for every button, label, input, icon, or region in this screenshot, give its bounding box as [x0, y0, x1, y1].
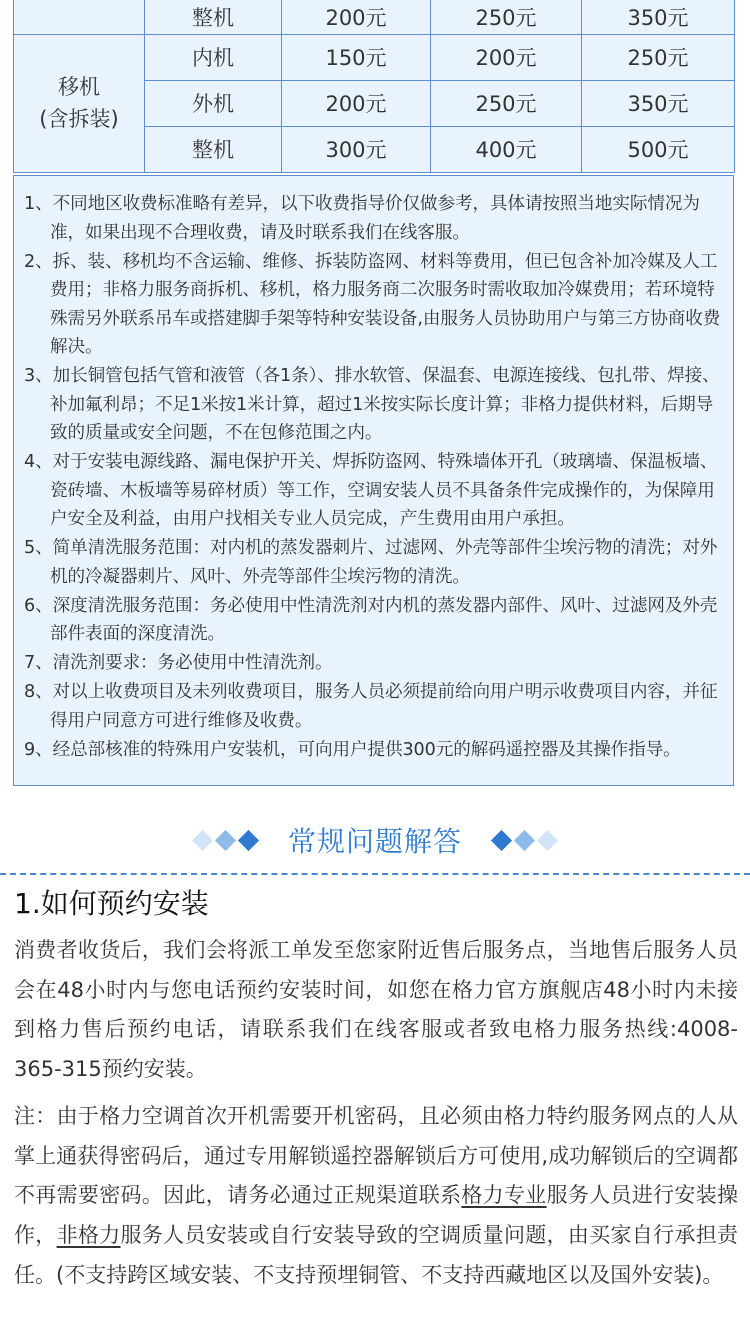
note-item-2: 2、拆、装、移机均不含运输、维修、拆装防盗网、材料等费用，但已包含补加冷媒及人工费用；非格力服务商拆机、移机，格力服务商二次服务时需收取加冷媒费用；若环境特殊需另外联系吊车或搭建脚手架等特种安装设备,由服务人员协助用户与第三方协商收费解决。: [24, 251, 721, 357]
table-row: [14, 34, 735, 80]
note-item-8: 8、对以上收费项目及未列收费项目，服务人员必须提前给向用户明示收费项目内容，并征得用户同意方可进行维修及收费。: [24, 682, 718, 731]
faq-note-paragraph: [14, 1097, 738, 1296]
faq-answer-paragraph: 消费者收货后，我们会将派工单发至您家附近售后服务点，当地售后服务人员会在48小时内与您电话预约安装时间，如您在格力官方旗舰店48小时内未接到格力售后预约电话，请联系我们在线客服或者致电格力服务热线:4008-365-315预约安装。: [14, 938, 738, 1082]
category-label-line-2: (含拆装): [39, 107, 119, 131]
table-row: [14, 0, 735, 34]
table-cell-price: 250元: [582, 34, 735, 80]
note-item-6: 6、深度清洗服务范围：务必使用中性清洗剂对内机的蒸发器内部件、风叶、过滤网及外壳部件表面的深度清洗。: [24, 595, 718, 644]
table-cell-price: 200元: [282, 0, 431, 34]
diamond-left-icon: [195, 833, 256, 848]
note-item-7: 7、清洗剂要求：务必使用中性清洗剂。: [24, 653, 333, 673]
table-cell-price: 150元: [282, 34, 431, 80]
faq-question-title: 1.如何预约安装: [14, 887, 209, 920]
note-item-3: 3、加长铜管包括气管和液管（各1条）、排水软管、保温套、电源连接线、包扎带、焊接、补加氟利昂；不足1米按1米计算，超过1米按实际长度计算；非格力提供材料，后期导致的质量或安全问题，不在包修范围之内。: [24, 366, 720, 443]
underlined-gree-professional: 格力专业: [461, 1183, 547, 1208]
table-cell-category: [14, 34, 145, 172]
table-cell-sub: 外机: [145, 80, 282, 126]
table-cell-price: 500元: [582, 126, 735, 172]
table-cell-price: 350元: [582, 80, 735, 126]
table-cell-category-empty: [14, 0, 145, 34]
table-cell-price: 200元: [431, 34, 582, 80]
table-cell-price: 350元: [582, 0, 735, 34]
fee-notes-box: [13, 175, 734, 786]
table-cell-price: 300元: [282, 126, 431, 172]
fee-table: [13, 0, 735, 173]
table-cell-price: 250元: [431, 80, 582, 126]
table-cell-sub: 整机: [145, 126, 282, 172]
table-cell-sub: 内机: [145, 34, 282, 80]
note-item-5: 5、简单清洗服务范围：对内机的蒸发器刺片、过滤网、外壳等部件尘埃污物的清洗；对外机的冷凝器刺片、风叶、外壳等部件尘埃污物的清洗。: [24, 538, 718, 587]
note-text-part-3: 服务人员安装或自行安装导致的空调质量问题，由买家自行承担责任。(不支持跨区域安装、不支持预埋铜管、不支持西藏地区以及国外安装)。: [14, 1223, 739, 1287]
underlined-non-gree: 非格力: [56, 1223, 121, 1248]
category-label-line-1: 移机: [58, 75, 100, 99]
dashed-divider: [0, 873, 750, 875]
note-item-4: 4、对于安装电源线路、漏电保护开关、焊拆防盗网、特殊墙体开孔（玻璃墙、保温板墙、瓷砖墙、木板墙等易碎材质）等工作，空调安装人员不具备条件完成操作的，为保障用户安全及利益，由用户找相关专业人员完成，产生费用由用户承担。: [24, 452, 718, 529]
note-item-9: 9、经总部核准的特殊用户安装机，可向用户提供300元的解码遥控器及其操作指导。: [24, 739, 681, 760]
faq-section-title: 常规问题解答: [287, 825, 462, 858]
table-cell-sub: 整机: [145, 0, 282, 34]
note-item-1: 1、不同地区收费标准略有差异，以下收费指导价仅做参考，具体请按照当地实际情况为准，如果出现不合理收费，请及时联系我们在线客服。: [24, 194, 700, 243]
faq-header: [0, 818, 750, 862]
table-cell-price: 400元: [431, 126, 582, 172]
table-cell-price: 250元: [431, 0, 582, 34]
table-cell-price: 200元: [282, 80, 431, 126]
note-text-part-1: 注：由于格力空调首次开机需要开机密码，且必须由格力特约服务网点的人从掌上通获得密码后，通过专用解锁遥控器解锁后方可使用,成功解锁后的空调都不再需要密码。因此，请务必通过正规渠道联系: [14, 1104, 738, 1208]
note-text-part-2: 服务人员进行安装操作，: [14, 1183, 739, 1248]
diamond-right-icon: [494, 833, 555, 848]
